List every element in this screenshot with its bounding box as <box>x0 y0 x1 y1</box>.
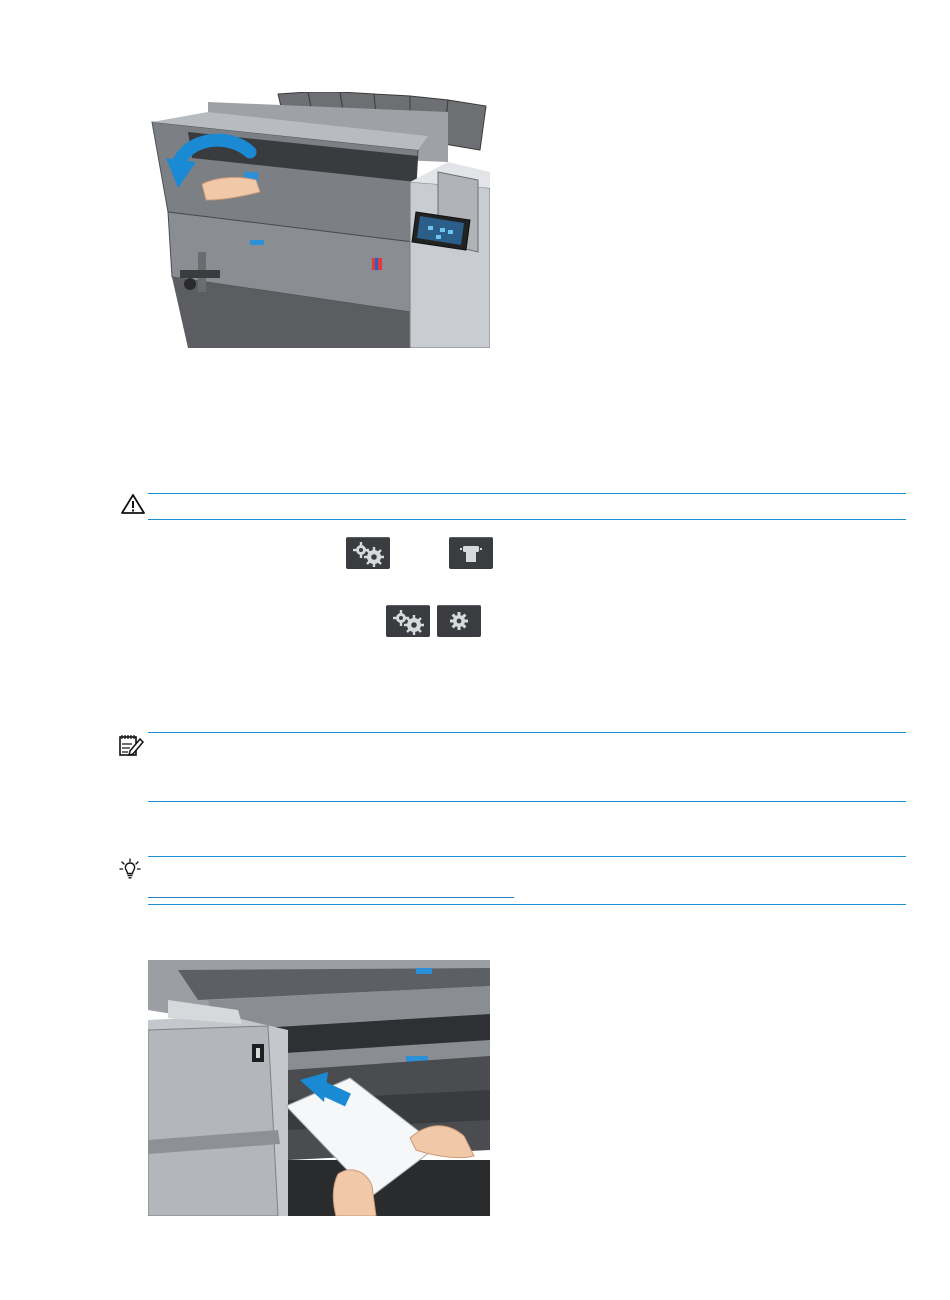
warning-triangle-icon <box>121 494 145 514</box>
note-top-rule <box>148 732 906 733</box>
printer-load-sheet-figure <box>148 960 490 1216</box>
note-pad-icon <box>118 733 144 757</box>
settings-gears-icon <box>386 605 430 637</box>
tip-top-rule <box>148 856 906 857</box>
warning-top-rule <box>148 493 906 494</box>
gear-icon <box>437 605 481 637</box>
settings-button-2[interactable] <box>386 605 430 637</box>
warning-bottom-rule <box>148 519 906 520</box>
gear-button[interactable] <box>437 605 481 637</box>
printer-sheet-load-illustration <box>148 960 490 1216</box>
settings-gears-icon <box>346 537 390 569</box>
note-bottom-rule <box>148 801 906 802</box>
tip-bottom-rule <box>148 904 906 905</box>
lightbulb-icon <box>119 858 141 880</box>
printer-cover-figure <box>148 92 490 348</box>
paper-button[interactable] <box>449 537 493 569</box>
settings-button[interactable] <box>346 537 390 569</box>
paper-roll-icon <box>449 537 493 569</box>
printer-cover-open-illustration <box>148 92 490 348</box>
tip-link-underline[interactable] <box>148 897 514 898</box>
